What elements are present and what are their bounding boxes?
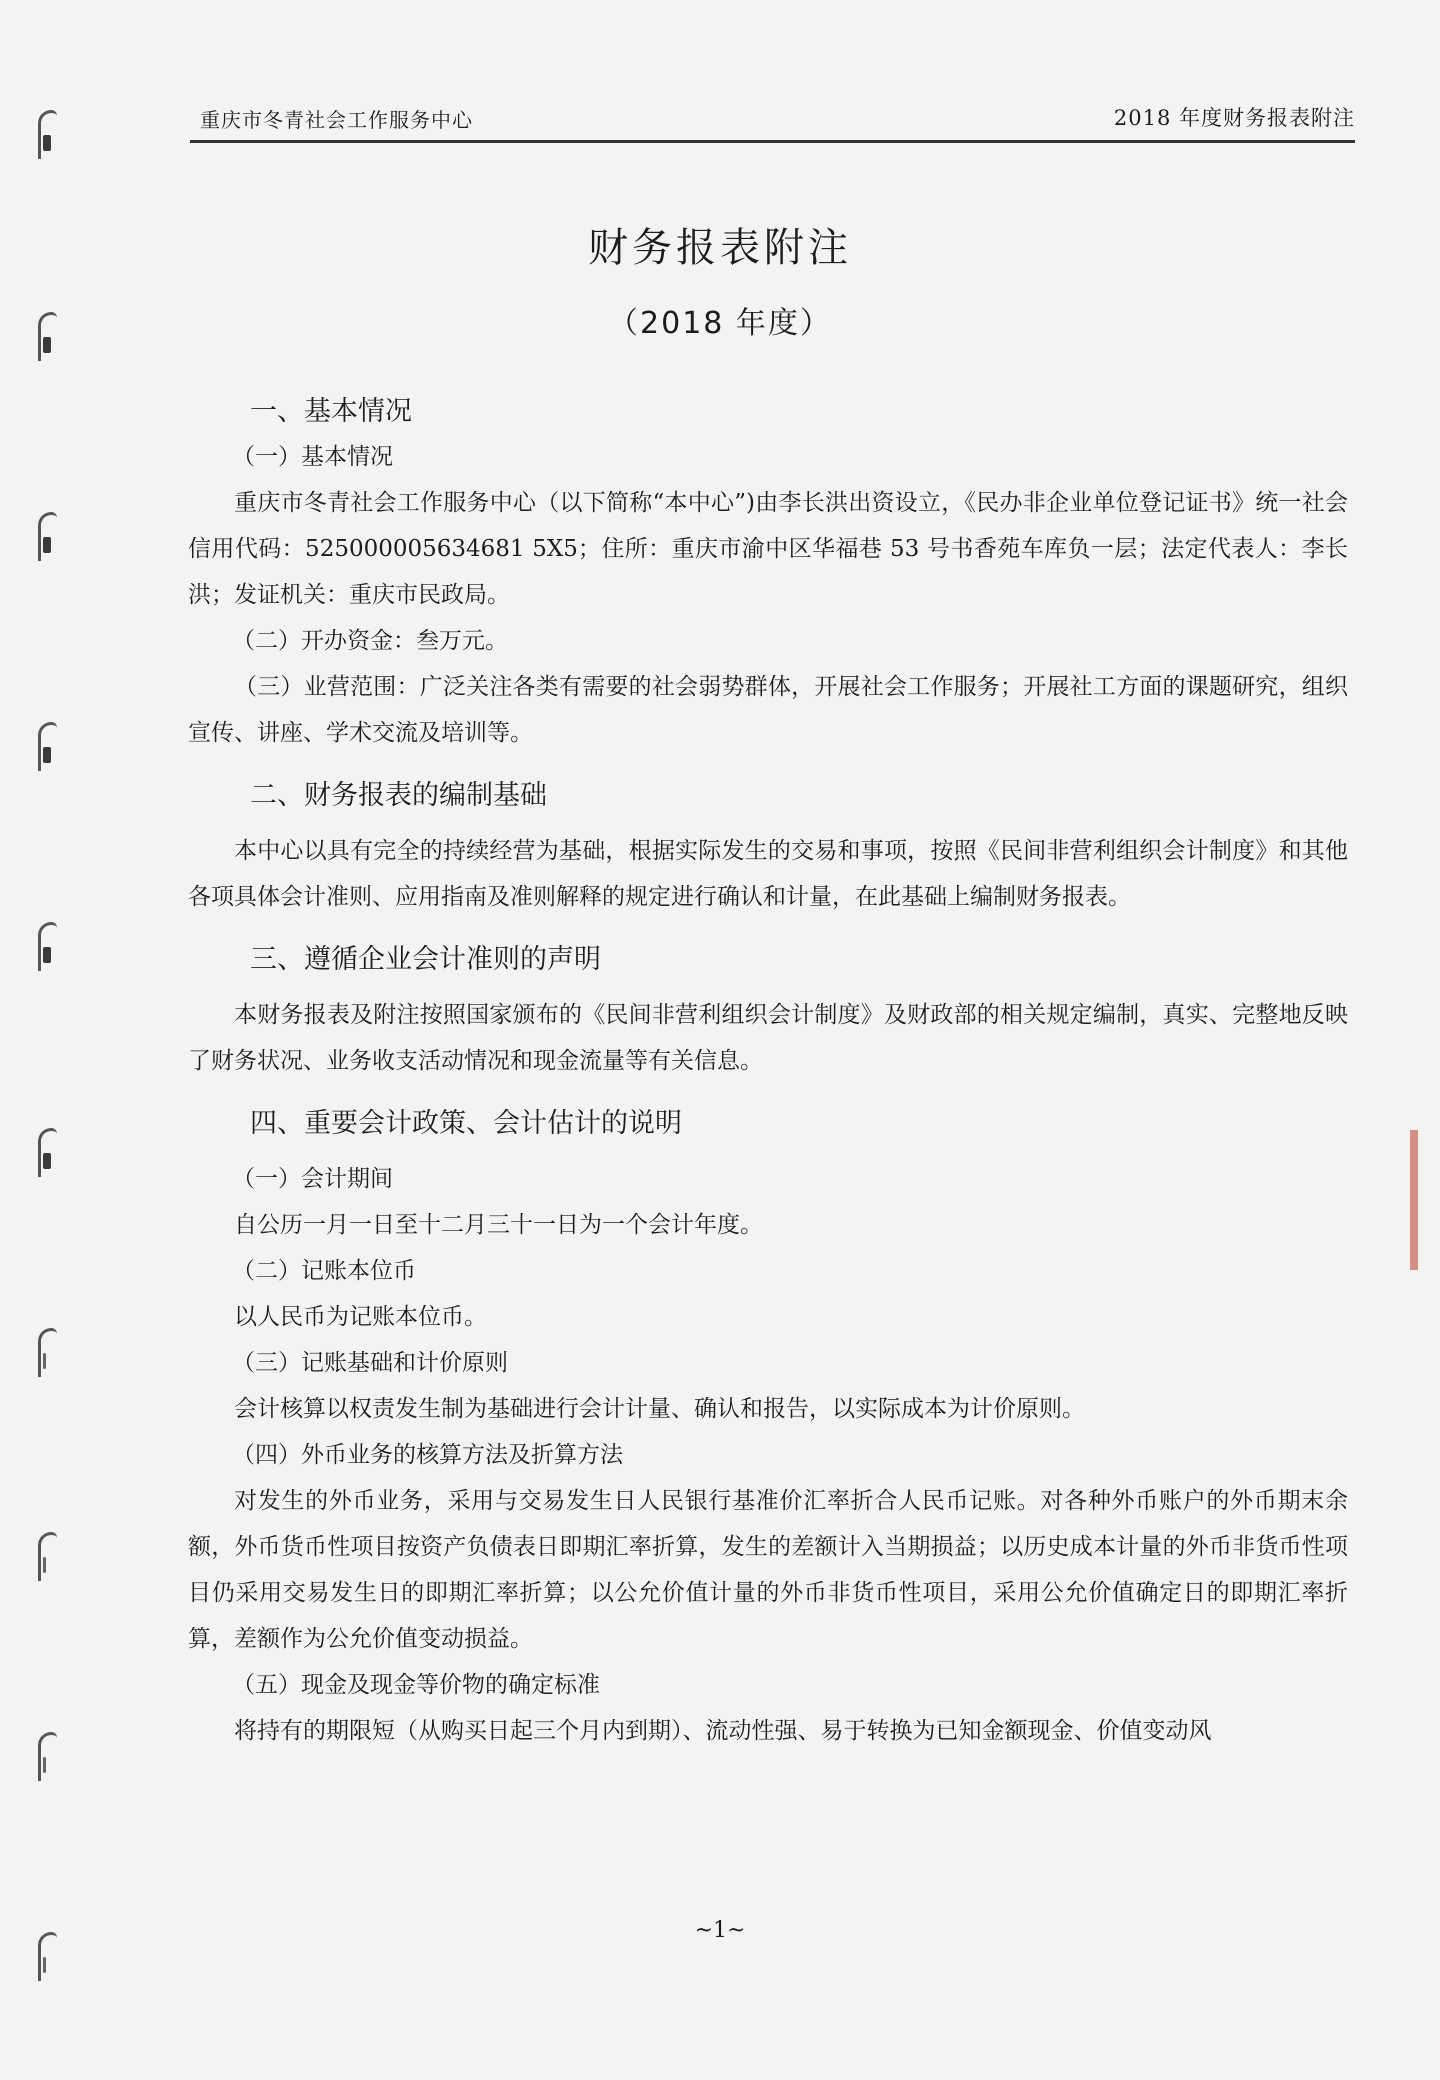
subsection-heading: （一）会计期间 [232, 1166, 393, 1192]
binding-ring-icon [38, 722, 57, 771]
subsection-heading: （四）外币业务的核算方法及折算方法 [232, 1442, 623, 1468]
binding-ring-icon [38, 1732, 57, 1781]
section-heading-3: 三、遵循企业会计准则的声明 [250, 944, 601, 975]
page-title: 财务报表附注 [588, 225, 852, 271]
header-doc-name: 2018 年度财务报表附注 [1113, 106, 1355, 130]
section-heading-4: 四、重要会计政策、会计估计的说明 [250, 1108, 682, 1139]
subsection-heading: （一）基本情况 [232, 444, 393, 470]
paragraph: 重庆市冬青社会工作服务中心（以下简称“本中心”)由李长洪出资设立，《民办非企业单位登记证书》统一社会信用代码：525000005634681 5X5；住所：重庆市渝中区华福巷 53 号书香苑车库负一层；法定代表人：李长洪；发证机关：重庆市民政局。 [188, 490, 1348, 608]
section-heading-1: 一、基本情况 [250, 396, 412, 427]
header-org-name: 重庆市冬青社会工作服务中心 [200, 108, 473, 132]
paragraph: 本财务报表及附注按照国家颁布的《民间非营利组织会计制度》及财政部的相关规定编制，真实、完整地反映了财务状况、业务收支活动情况和现金流量等有关信息。 [188, 1002, 1348, 1074]
paragraph: （三）业营范围：广泛关注各类有需要的社会弱势群体，开展社会工作服务；开展社工方面的课题研究，组织宣传、讲座、学术交流及培训等。 [188, 674, 1348, 746]
page-number: ~1~ [694, 1918, 746, 1943]
paragraph: 本中心以具有完全的持续经营为基础，根据实际发生的交易和事项，按照《民间非营利组织会计制度》和其他各项具体会计准则、应用指南及准则解释的规定进行确认和计量，在此基础上编制财务报表。 [188, 838, 1348, 910]
paragraph: 以人民币为记账本位币。 [234, 1304, 487, 1330]
binding-ring-icon [38, 110, 57, 159]
paragraph: 对发生的外币业务，采用与交易发生日人民银行基准价汇率折合人民币记账。对各种外币账户的外币期末余额，外币货币性项目按资产负债表日即期汇率折算，发生的差额计入当期损益；以历史成本计量的外币非货币性项目仍采用交易发生日的即期汇率折算；以公允价值计量的外币非货币性项目，采用公允价值确定日的即期汇率折算，差额作为公允价值变动损益。 [188, 1488, 1348, 1652]
paragraph: 自公历一月一日至十二月三十一日为一个会计年度。 [234, 1212, 763, 1238]
page-header [190, 100, 1355, 143]
section-heading-2: 二、财务报表的编制基础 [250, 780, 547, 811]
subsection-heading: （三）记账基础和计价原则 [232, 1350, 508, 1376]
page-subtitle: （2018 年度） [608, 306, 832, 341]
subsection-heading: （五）现金及现金等价物的确定标准 [232, 1672, 600, 1698]
subsection-heading: （二）开办资金：叁万元。 [232, 628, 508, 654]
stamp-edge [1410, 1130, 1440, 1270]
binding-ring-icon [38, 922, 57, 971]
binding-ring-icon [38, 1328, 57, 1377]
binding-ring-icon [38, 1532, 57, 1581]
subsection-heading: （二）记账本位币 [232, 1258, 416, 1284]
binding-ring-icon [38, 1128, 57, 1177]
binding-ring-icon [38, 512, 57, 561]
paragraph: 会计核算以权责发生制为基础进行会计计量、确认和报告，以实际成本为计价原则。 [234, 1396, 1085, 1422]
paragraph: 将持有的期限短（从购买日起三个月内到期）、流动性强、易于转换为已知金额现金、价值变动风 [234, 1718, 1212, 1744]
document-body [188, 390, 1348, 1754]
